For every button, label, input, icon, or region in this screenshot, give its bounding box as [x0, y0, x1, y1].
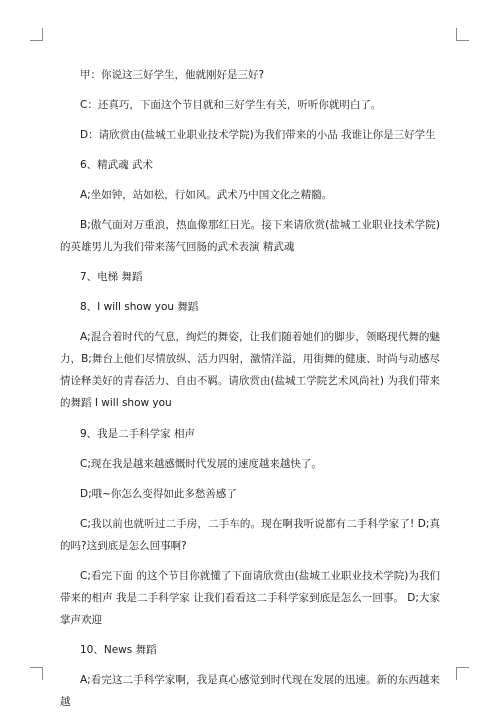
document-body: [60, 64, 440, 713]
crop-mark-bottom-right: [456, 667, 469, 680]
dialogue-line: C：还真巧，下面这个节目就和三好学生有关，听听你就明白了。: [80, 99, 382, 111]
dialogue-line: A;混合着时代的气息，绚烂的舞姿，让我们随着她们的脚步，领略现代舞的魅力，B;舞台上他们尽情放纵、活力四射，激情洋溢，用街舞的健康、时尚与动感尽情诠释美好的青春活力、自由不羁。请欣赏由(盐城工学院艺术风尚社) 为我们带来的舞蹈 I will show you: [60, 331, 440, 409]
program-heading: 9、我是二手科学家 相声: [80, 428, 196, 440]
program-heading: 8、I will show you 舞蹈: [80, 301, 199, 313]
program-heading: 7、电梯 舞蹈: [80, 271, 143, 283]
dialogue-line: A;看完这二手科学家啊，我是真心感觉到时代现在发展的迅速。新的东西越来越: [60, 674, 440, 708]
dialogue-line: C;我以前也就听过二手房，二手车的。现在啊我听说都有二手科学家了! D;真的吗?这到底是怎么回事啊?: [60, 518, 440, 552]
program-heading: 10、News 舞蹈: [80, 644, 157, 656]
dialogue-line: C;现在我是越来越感慨时代发展的速度越来越快了。: [80, 458, 322, 470]
dialogue-line: D：请欣赏由(盐城工业职业技术学院)为我们带来的小品 我谁让你是三好学生: [80, 129, 436, 141]
dialogue-line: C;看完下面 的这个节目你就懂了下面请欣赏由(盐城工业职业技术学院)为我们带来的相声 我是二手科学家 让我们看看这二手科学家到底是怎么一回事。 D;大家掌声欢迎: [60, 570, 440, 626]
dialogue-line: D;哦~你怎么变得如此多愁善感了: [80, 488, 237, 500]
crop-mark-top-left: [30, 28, 43, 41]
crop-mark-top-right: [456, 28, 469, 41]
crop-mark-bottom-left: [30, 667, 43, 680]
program-heading: 6、精武魂 武术: [80, 159, 154, 171]
dialogue-line: B;傲气面对万重浪，热血像那红日光。接下来请欣赏(盐城工业职业技术学院)的英雄男儿为我们带来荡气回肠的武术表演 精武魂: [60, 219, 440, 253]
dialogue-line: 甲：你说这三好学生，他就刚好是三好?: [80, 69, 265, 81]
dialogue-line: A;坐如钟，站如松，行如风。武术乃中国文化之精髓。: [80, 189, 333, 201]
